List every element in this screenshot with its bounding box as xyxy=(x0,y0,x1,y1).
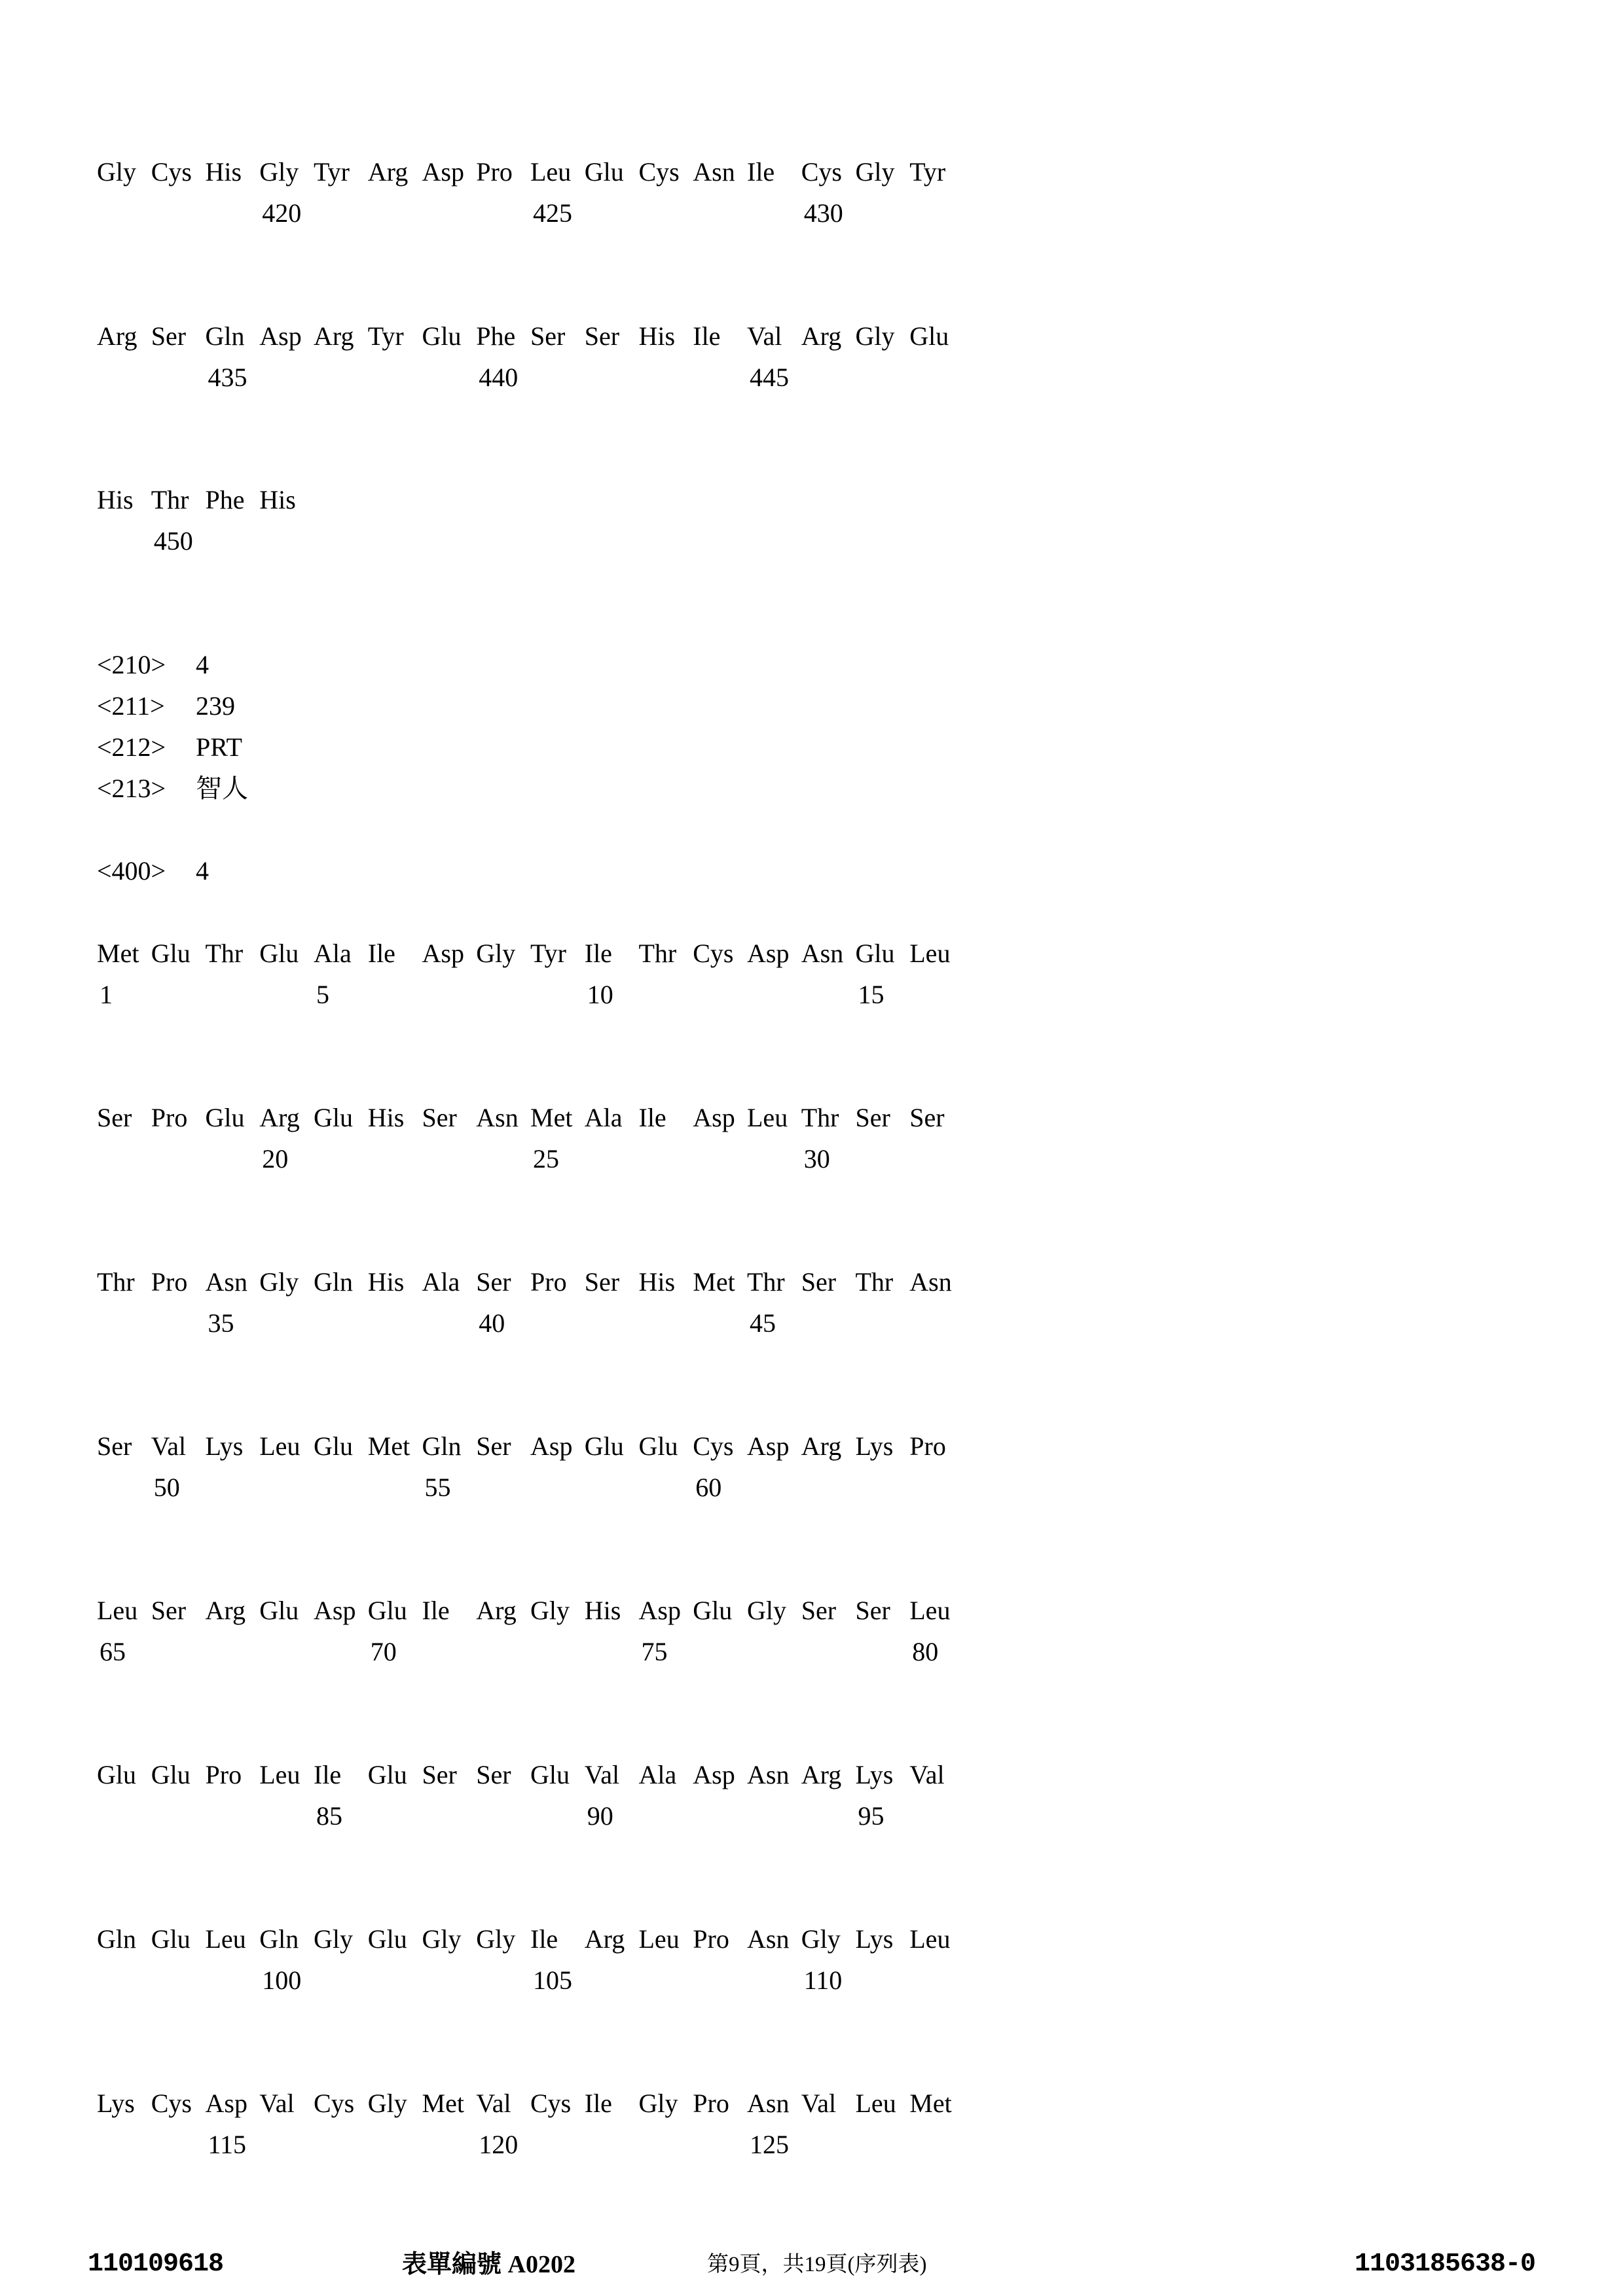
residue: Asp xyxy=(747,1431,790,1461)
residue: Ser xyxy=(584,1267,620,1297)
position-number-row xyxy=(97,361,1027,394)
residue: Pro xyxy=(476,157,513,187)
metadata-value: 239 xyxy=(196,691,235,721)
position-number: 125 xyxy=(750,2130,789,2159)
residue: Gly xyxy=(476,939,516,968)
residue: Arg xyxy=(314,321,354,351)
residue: Gly xyxy=(97,157,136,187)
sequence-block xyxy=(97,1430,1027,1509)
position-number-row xyxy=(97,2128,1027,2161)
residue: Cys xyxy=(693,939,734,968)
residue: Lys xyxy=(855,1924,894,1954)
residue: Gly xyxy=(855,157,895,187)
residue: Ser xyxy=(801,1267,837,1297)
residue: Arg xyxy=(205,1596,246,1625)
residue: Asp xyxy=(530,1431,573,1461)
residue: Asn xyxy=(801,939,844,968)
residue: Glu xyxy=(909,321,949,351)
position-number-row xyxy=(97,1636,1027,1668)
residue: Gln xyxy=(97,1924,136,1954)
residue: Glu xyxy=(314,1103,353,1132)
residue: Met xyxy=(909,2089,952,2118)
residue: Arg xyxy=(584,1924,625,1954)
position-number: 20 xyxy=(262,1144,289,1174)
residue-row xyxy=(97,2087,1027,2120)
residue: Leu xyxy=(909,939,951,968)
position-number-row xyxy=(97,1471,1027,1504)
position-number: 45 xyxy=(750,1308,776,1338)
residue: Glu xyxy=(314,1431,353,1461)
residue: Ser xyxy=(584,321,620,351)
residue: Pro xyxy=(693,1924,729,1954)
residue: Leu xyxy=(259,1760,301,1789)
residue: Gly xyxy=(855,321,895,351)
residue: Gly xyxy=(476,1924,516,1954)
position-number: 65 xyxy=(100,1637,126,1666)
residue: Asn xyxy=(476,1103,519,1132)
residue: Met xyxy=(530,1103,573,1132)
residue: Arg xyxy=(367,157,409,187)
residue: Ile xyxy=(314,1760,342,1789)
sequence-block xyxy=(97,156,1027,234)
position-number: 30 xyxy=(803,1144,830,1174)
residue: Val xyxy=(476,2089,511,2118)
position-number: 430 xyxy=(803,198,843,228)
residue-row xyxy=(97,1759,1027,1791)
residue: Pro xyxy=(151,1267,188,1297)
metadata-tag-line xyxy=(97,772,248,814)
residue: Ile xyxy=(422,1596,450,1625)
residue: Asn xyxy=(747,1760,790,1789)
position-number: 5 xyxy=(316,980,329,1009)
residue: Ser xyxy=(151,321,187,351)
sequence-400-header xyxy=(97,855,209,896)
position-number: 440 xyxy=(479,363,519,392)
residue: Thr xyxy=(151,485,189,514)
residue-row xyxy=(97,320,1027,353)
residue: Cys xyxy=(151,157,192,187)
residue: Glu xyxy=(205,1103,245,1132)
residue: Thr xyxy=(205,939,244,968)
metadata-tag-line xyxy=(97,731,242,772)
metadata-tag-line xyxy=(97,690,235,731)
position-number: 420 xyxy=(262,198,302,228)
residue: Ser xyxy=(422,1760,457,1789)
residue: Cys xyxy=(693,1431,734,1461)
residue: Ile xyxy=(638,1103,666,1132)
residue: Asn xyxy=(747,1924,790,1954)
residue: Leu xyxy=(205,1924,246,1954)
residue: Asp xyxy=(314,1596,356,1625)
residue: Met xyxy=(422,2089,464,2118)
residue: Leu xyxy=(530,157,572,187)
residue-row xyxy=(97,1102,1027,1134)
residue: Gln xyxy=(314,1267,353,1297)
residue: Val xyxy=(909,1760,945,1789)
residue: Thr xyxy=(638,939,677,968)
residue-row xyxy=(97,1923,1027,1956)
residue: Lys xyxy=(855,1760,894,1789)
residue: Lys xyxy=(205,1431,244,1461)
residue: Glu xyxy=(259,1596,299,1625)
position-number-row xyxy=(97,197,1027,230)
residue: Gly xyxy=(422,1924,462,1954)
residue: Val xyxy=(801,2089,837,2118)
sequence-block xyxy=(97,937,1027,1016)
residue: Lys xyxy=(855,1431,894,1461)
position-number: 435 xyxy=(208,363,247,392)
position-number: 35 xyxy=(208,1308,234,1338)
residue: Ile xyxy=(530,1924,558,1954)
page-footer xyxy=(0,2248,1623,2287)
residue: Ile xyxy=(367,939,395,968)
residue: Glu xyxy=(151,939,191,968)
residue: Tyr xyxy=(367,321,404,351)
residue: Gly xyxy=(801,1924,841,1954)
position-number: 70 xyxy=(370,1637,397,1666)
position-number: 450 xyxy=(153,526,193,556)
residue: Glu xyxy=(584,157,624,187)
position-number: 90 xyxy=(587,1801,613,1831)
metadata-tag: <213> xyxy=(97,774,166,803)
metadata-tag: <212> xyxy=(97,732,166,762)
residue: Asp xyxy=(693,1760,735,1789)
residue: Glu xyxy=(584,1431,624,1461)
residue: His xyxy=(367,1267,405,1297)
residue: Gly xyxy=(638,2089,678,2118)
residue: Gly xyxy=(259,1267,299,1297)
residue: Cys xyxy=(151,2089,192,2118)
residue: Asp xyxy=(259,321,302,351)
residue: Ser xyxy=(855,1596,890,1625)
position-number: 100 xyxy=(262,1965,302,1995)
residue: Ser xyxy=(476,1431,511,1461)
residue: Pro xyxy=(909,1431,946,1461)
residue: Leu xyxy=(97,1596,138,1625)
residue: Glu xyxy=(530,1760,570,1789)
position-number: 425 xyxy=(533,198,572,228)
residue: Pro xyxy=(151,1103,188,1132)
residue: Ser xyxy=(855,1103,890,1132)
residue: Ala xyxy=(584,1103,623,1132)
residue: Ser xyxy=(97,1103,132,1132)
position-number-row xyxy=(97,525,1027,558)
residue-row xyxy=(97,484,1027,516)
tag-400-label: <400> xyxy=(97,856,166,886)
residue: Glu xyxy=(422,321,462,351)
residue: Arg xyxy=(801,321,842,351)
residue: Pro xyxy=(530,1267,567,1297)
position-number: 55 xyxy=(424,1473,451,1502)
residue: Glu xyxy=(367,1924,407,1954)
residue: Leu xyxy=(259,1431,301,1461)
residue: Thr xyxy=(97,1267,135,1297)
residue: Ser xyxy=(422,1103,457,1132)
residue: Glu xyxy=(693,1596,733,1625)
position-number: 445 xyxy=(750,363,789,392)
residue: Glu xyxy=(638,1431,678,1461)
residue: Val xyxy=(151,1431,187,1461)
position-number: 110 xyxy=(803,1965,843,1995)
metadata-value: 智人 xyxy=(196,774,248,803)
residue: Lys xyxy=(97,2089,135,2118)
residue-row xyxy=(97,1430,1027,1463)
residue: Cys xyxy=(801,157,842,187)
position-number: 40 xyxy=(479,1308,505,1338)
residue: Arg xyxy=(476,1596,517,1625)
residue: His xyxy=(584,1596,621,1625)
sequence-block xyxy=(97,1759,1027,1837)
sequence-block xyxy=(97,320,1027,399)
sequence-metadata-block xyxy=(97,649,248,814)
residue-row xyxy=(97,1266,1027,1299)
residue: Gly xyxy=(259,157,299,187)
residue: Cys xyxy=(314,2089,355,2118)
residue: Ser xyxy=(801,1596,837,1625)
residue: Val xyxy=(259,2089,295,2118)
residue: Val xyxy=(747,321,782,351)
residue: Leu xyxy=(909,1596,951,1625)
residue: Ala xyxy=(638,1760,677,1789)
position-number-row xyxy=(97,1307,1027,1340)
residue: His xyxy=(259,485,296,514)
residue: Leu xyxy=(909,1924,951,1954)
residue: Ala xyxy=(314,939,352,968)
residue: Tyr xyxy=(314,157,350,187)
residue: Asn xyxy=(205,1267,247,1297)
residue: His xyxy=(638,1267,676,1297)
application-number: 110109618 xyxy=(88,2250,224,2279)
position-number-row xyxy=(97,978,1027,1011)
residue: Thr xyxy=(801,1103,839,1132)
residue: Leu xyxy=(855,2089,896,2118)
residue: Gln xyxy=(205,321,245,351)
metadata-tag: <210> xyxy=(97,650,166,679)
residue: Gly xyxy=(314,1924,353,1954)
residue: Gly xyxy=(747,1596,786,1625)
residue: Pro xyxy=(205,1760,242,1789)
residue: Leu xyxy=(747,1103,788,1132)
residue: Asp xyxy=(205,2089,247,2118)
position-number: 95 xyxy=(858,1801,884,1831)
residue: Tyr xyxy=(530,939,566,968)
residue: His xyxy=(367,1103,405,1132)
sequence-block xyxy=(97,1102,1027,1180)
residue: Pro xyxy=(693,2089,729,2118)
residue: Asp xyxy=(693,1103,735,1132)
residue: Arg xyxy=(801,1760,842,1789)
residue: Gln xyxy=(422,1431,462,1461)
position-number: 105 xyxy=(533,1965,572,1995)
residue: Ile xyxy=(693,321,721,351)
residue-row xyxy=(97,937,1027,970)
residue: Cys xyxy=(638,157,680,187)
residue: Asp xyxy=(422,157,464,187)
sequence-block xyxy=(97,2087,1027,2166)
position-number: 1 xyxy=(100,980,113,1009)
residue: Ser xyxy=(97,1431,132,1461)
residue: Glu xyxy=(367,1760,407,1789)
residue: Leu xyxy=(638,1924,680,1954)
residue: Thr xyxy=(747,1267,785,1297)
sequence-block xyxy=(97,1923,1027,2001)
residue: Met xyxy=(367,1431,410,1461)
position-number: 85 xyxy=(316,1801,342,1831)
residue: Phe xyxy=(476,321,516,351)
sequence-block xyxy=(97,484,1027,562)
residue: Asn xyxy=(747,2089,790,2118)
metadata-tag: <211> xyxy=(97,691,165,721)
position-number: 60 xyxy=(695,1473,722,1502)
tag-400-value: 4 xyxy=(196,856,209,886)
position-number-row xyxy=(97,1800,1027,1833)
residue: Met xyxy=(693,1267,735,1297)
residue: Ser xyxy=(530,321,566,351)
residue: Glu xyxy=(259,939,299,968)
sequence-block xyxy=(97,1594,1027,1673)
residue: Ser xyxy=(909,1103,945,1132)
metadata-tag-line xyxy=(97,649,209,690)
residue: Glu xyxy=(151,1760,191,1789)
position-number: 80 xyxy=(912,1637,939,1666)
residue: Ile xyxy=(584,2089,612,2118)
metadata-value: 4 xyxy=(196,650,209,679)
residue-row xyxy=(97,1594,1027,1627)
residue: Cys xyxy=(530,2089,572,2118)
residue: Gly xyxy=(367,2089,407,2118)
residue: Glu xyxy=(97,1760,136,1789)
form-number-label: 表單編號 A0202 xyxy=(402,2251,575,2278)
residue: Gly xyxy=(530,1596,570,1625)
residue: Ile xyxy=(584,939,612,968)
residue: Glu xyxy=(367,1596,407,1625)
residue: His xyxy=(205,157,242,187)
residue: Ser xyxy=(151,1596,187,1625)
residue: Asn xyxy=(909,1267,952,1297)
position-number: 10 xyxy=(587,980,613,1009)
position-number-row xyxy=(97,1143,1027,1175)
residue: Thr xyxy=(855,1267,894,1297)
position-number: 25 xyxy=(533,1144,559,1174)
metadata-value: PRT xyxy=(196,732,242,762)
residue: Glu xyxy=(151,1924,191,1954)
position-number: 120 xyxy=(479,2130,519,2159)
residue: Asp xyxy=(638,1596,681,1625)
position-number: 75 xyxy=(641,1637,668,1666)
residue: Gln xyxy=(259,1924,299,1954)
position-number: 50 xyxy=(153,1473,180,1502)
position-number-row xyxy=(97,1964,1027,1997)
residue: Val xyxy=(584,1760,620,1789)
residue: Ile xyxy=(747,157,775,187)
residue: Ser xyxy=(476,1267,511,1297)
residue: Asn xyxy=(693,157,735,187)
residue: His xyxy=(638,321,676,351)
residue: Met xyxy=(97,939,139,968)
position-number: 115 xyxy=(208,2130,247,2159)
page-info: 第9頁，共19頁(序列表) xyxy=(707,2253,927,2276)
residue: Glu xyxy=(855,939,895,968)
residue: Asp xyxy=(747,939,790,968)
residue: Ala xyxy=(422,1267,460,1297)
document-number: 1103185638-0 xyxy=(1355,2250,1536,2279)
residue: Arg xyxy=(801,1431,842,1461)
position-number: 15 xyxy=(858,980,884,1009)
residue: Arg xyxy=(97,321,137,351)
residue: Arg xyxy=(259,1103,300,1132)
residue: Asp xyxy=(422,939,464,968)
residue: Phe xyxy=(205,485,245,514)
sequence-block xyxy=(97,1266,1027,1344)
residue: Tyr xyxy=(909,157,946,187)
residue-row xyxy=(97,156,1027,188)
residue: His xyxy=(97,485,134,514)
residue: Ser xyxy=(476,1760,511,1789)
